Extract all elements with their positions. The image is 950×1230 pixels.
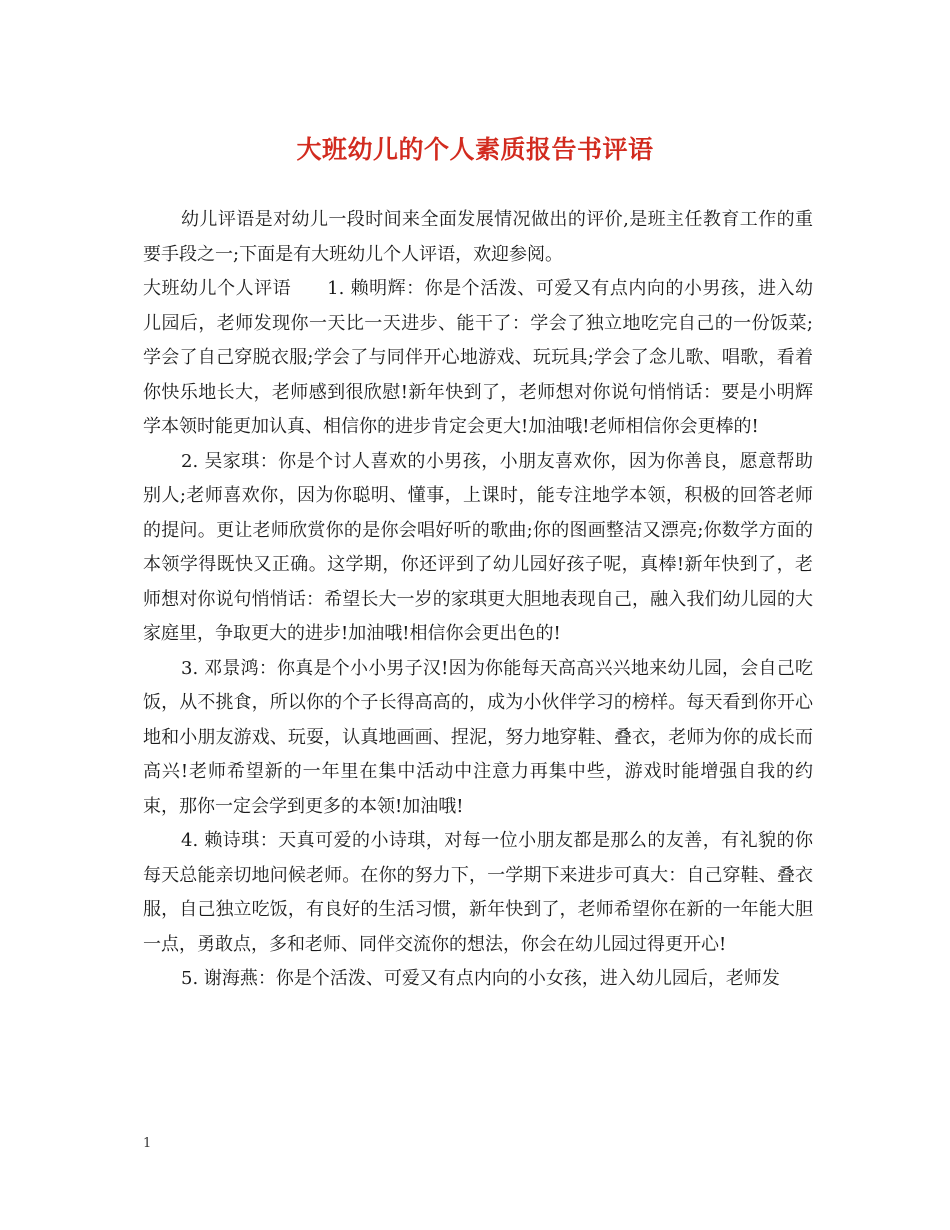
document-title: 大班幼儿的个人素质报告书评语	[296, 135, 654, 164]
document-body	[143, 203, 813, 997]
intro-paragraph: 幼儿评语是对幼儿一段时间来全面发展情况做出的评价,是班主任教育工作的重要手段之一;下面是有大班幼儿个人评语，欢迎参阅。	[143, 209, 813, 265]
comment-text-1: 1. 赖明辉：你是个活泼、可爱又有点内向的小男孩，进入幼儿园后，老师发现你一天比一天进步、能干了：学会了独立地吃完自己的一份饭菜;学会了自己穿脱衣服;学会了与同伴开心地游戏、玩玩具;学会了念儿歌、唱歌，看着你快乐地长大，老师感到很欣慰!新年快到了，老师想对你说句悄悄话：要是小明辉学本领时能更加认真、相信你的进步肯定会更大!加油哦!老师相信你会更棒的!	[143, 278, 813, 437]
comment-paragraph-4: 4. 赖诗琪：天真可爱的小诗琪，对每一位小朋友都是那么的友善，有礼貌的你每天总能亲切地问候老师。在你的努力下，一学期下来进步可真大：自己穿鞋、叠衣服，自己独立吃饭，有良好的生活习惯，新年快到了，老师希望你在新的一年能大胆一点，勇敢点，多和老师、同伴交流你的想法，你会在幼儿园过得更开心!	[143, 830, 813, 955]
comment-paragraph-5: 5. 谢海燕：你是个活泼、可爱又有点内向的小女孩，进入幼儿园后，老师发	[181, 968, 780, 989]
comment-paragraph-1	[143, 272, 813, 445]
page-number: 1	[143, 1136, 152, 1151]
comment-paragraph-3: 3. 邓景鸿：你真是个小小男子汉!因为你能每天高高兴兴地来幼儿园，会自己吃饭，从不挑食，所以你的个子长得高高的，成为小伙伴学习的榜样。每天看到你开心地和小朋友游戏、玩耍，认真地画画、捏泥，努力地穿鞋、叠衣，老师为你的成长而高兴!老师希望新的一年里在集中活动中注意力再集中些，游戏时能增强自我的约束，那你一定会学到更多的本领!加油哦!	[143, 657, 813, 817]
comment-paragraph-2: 2. 吴家琪：你是个讨人喜欢的小男孩，小朋友喜欢你，因为你善良，愿意帮助别人;老师喜欢你，因为你聪明、懂事，上课时，能专注地学本领，积极的回答老师的提问。更让老师欣赏你的是你会唱好听的歌曲;你的图画整洁又漂亮;你数学方面的本领学得既快又正确。这学期，你还评到了幼儿园好孩子呢，真棒!新年快到了，老师想对你说句悄悄话：希望长大一岁的家琪更大胆地表现自己，融入我们幼儿园的大家庭里，争取更大的进步!加油哦!相信你会更出色的!	[143, 450, 814, 644]
section-label: 大班幼儿个人评语	[143, 278, 292, 299]
